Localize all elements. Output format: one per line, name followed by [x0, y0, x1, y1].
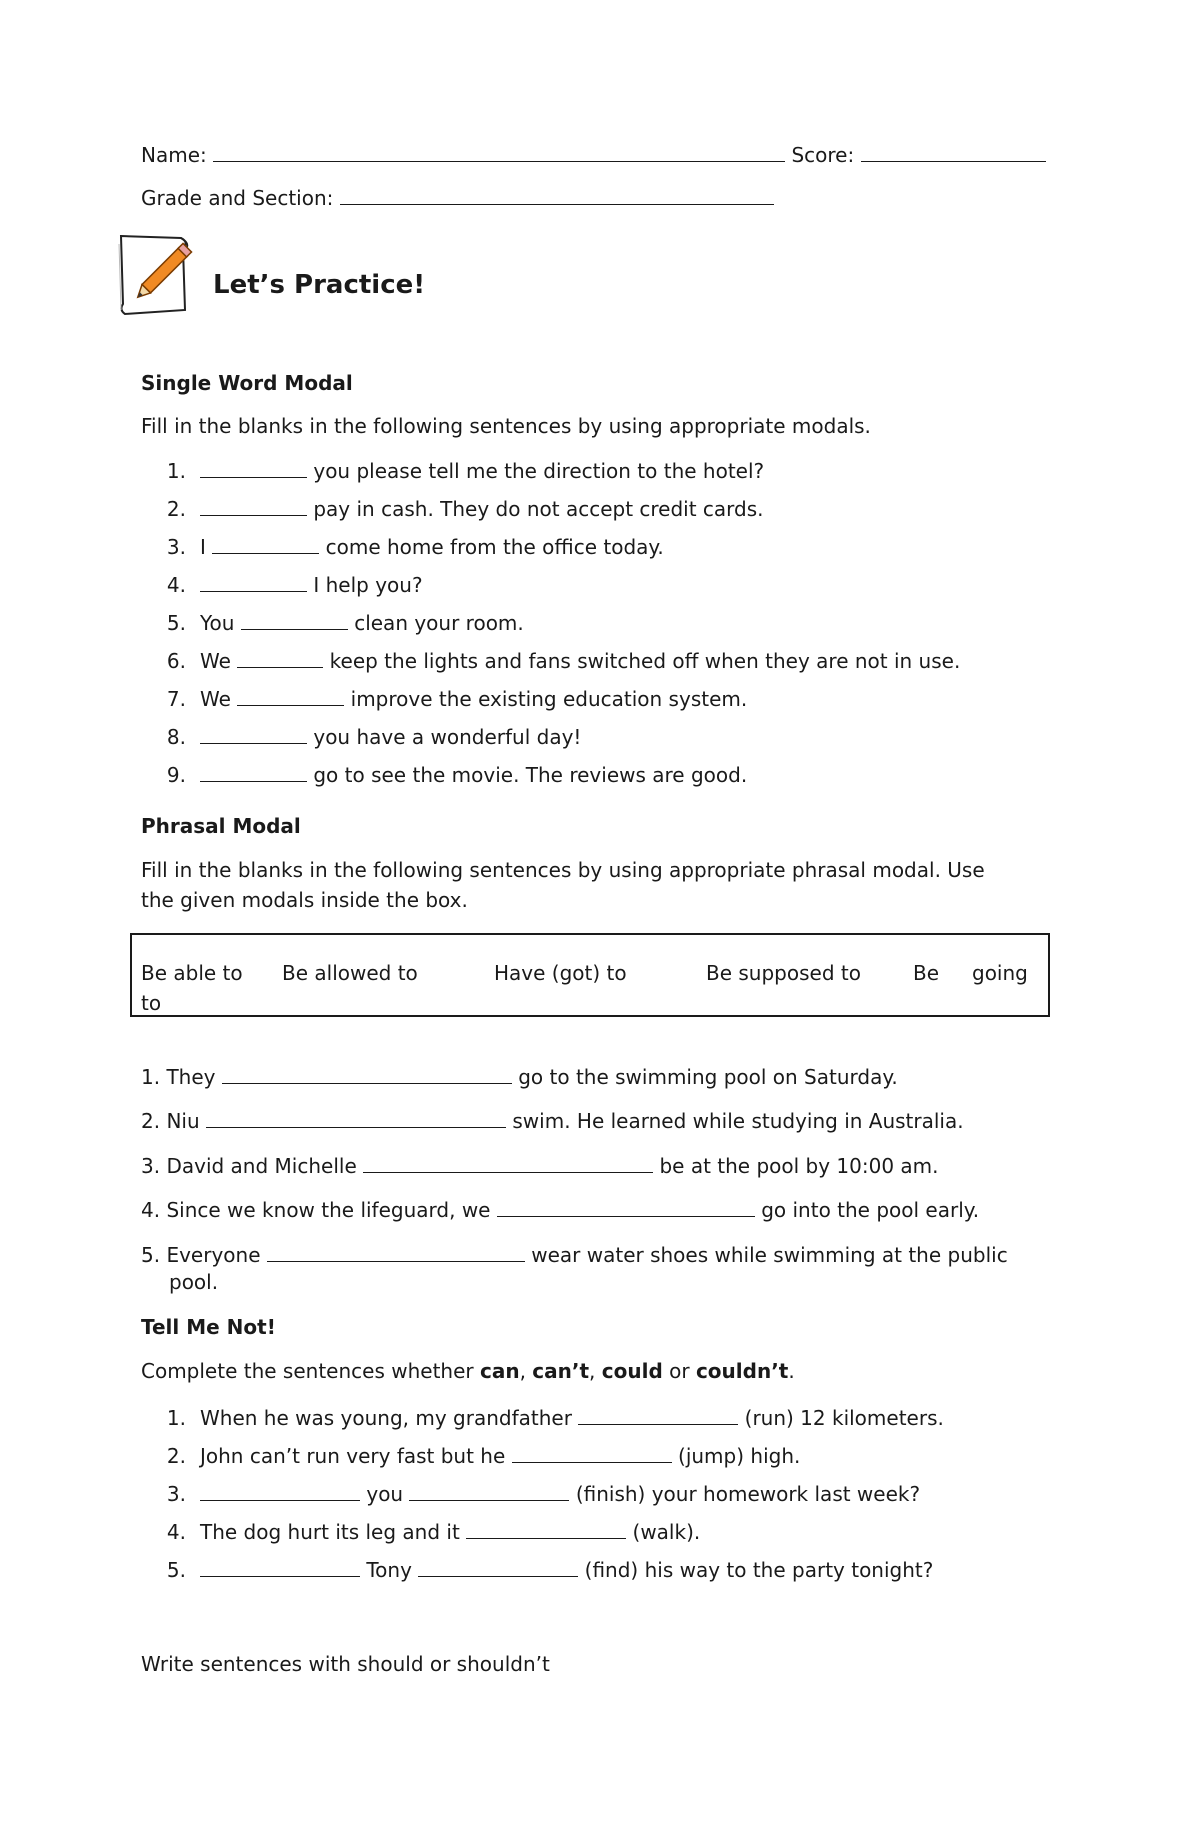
- list-item: 1. They go to the swimming pool on Saturday.: [141, 1061, 898, 1091]
- list-item: 3. you (finish) your homework last week?: [128, 1478, 920, 1508]
- name-row: [141, 139, 1046, 169]
- answer-blank[interactable]: [212, 531, 319, 554]
- grade-row: [141, 182, 774, 212]
- answer-blank[interactable]: [363, 1150, 653, 1173]
- answer-blank[interactable]: [206, 1105, 506, 1128]
- list-item: 4. Since we know the lifeguard, we go into the pool early.: [141, 1194, 979, 1224]
- list-item: 1. When he was young, my grandfather (run) 12 kilometers.: [128, 1402, 944, 1432]
- answer-blank[interactable]: [418, 1554, 578, 1577]
- phrasal-heading: Phrasal Modal: [141, 814, 301, 838]
- answer-blank[interactable]: [200, 493, 307, 516]
- answer-blank[interactable]: [222, 1061, 512, 1084]
- list-item: 4. The dog hurt its leg and it (walk).: [128, 1516, 700, 1546]
- score-blank[interactable]: [861, 139, 1046, 162]
- option-be-allowed-to: Be allowed to: [282, 961, 418, 985]
- answer-blank[interactable]: [267, 1239, 525, 1262]
- answer-blank[interactable]: [409, 1478, 569, 1501]
- list-item: 3. David and Michelle be at the pool by 10:00 am.: [141, 1150, 939, 1180]
- list-item: 3. I come home from the office today.: [128, 531, 664, 561]
- answer-blank[interactable]: [200, 721, 307, 744]
- answer-blank[interactable]: [466, 1516, 626, 1539]
- name-blank[interactable]: [213, 139, 785, 162]
- name-label: Name:: [141, 143, 207, 167]
- answer-blank[interactable]: [237, 645, 323, 668]
- answer-blank[interactable]: [578, 1402, 738, 1425]
- list-item: 2. pay in cash. They do not accept credit cards.: [128, 493, 764, 523]
- phrasal-instruction-line1: Fill in the blanks in the following sentences by using appropriate phrasal modal. Use: [141, 858, 985, 882]
- list-item: 8. you have a wonderful day!: [128, 721, 581, 751]
- score-label: Score:: [791, 143, 855, 167]
- option-be-going-to: Be: [913, 961, 940, 985]
- tell-me-not-heading: Tell Me Not!: [141, 1315, 276, 1339]
- answer-blank[interactable]: [512, 1440, 672, 1463]
- option-be-able-to: Be able to: [141, 961, 243, 985]
- option-be-going-to-wrap: to: [141, 991, 162, 1015]
- grade-label: Grade and Section:: [141, 186, 334, 210]
- answer-blank[interactable]: [200, 759, 307, 782]
- paper-pencil-icon: [111, 230, 201, 320]
- modal-options-box: [130, 933, 1050, 1017]
- list-item-continuation: pool.: [169, 1270, 219, 1294]
- single-word-heading: Single Word Modal: [141, 371, 353, 395]
- list-item: 4. I help you?: [128, 569, 423, 599]
- option-be-going-to-cont: going: [972, 961, 1028, 985]
- footer-instruction: Write sentences with should or shouldn’t: [141, 1652, 550, 1676]
- answer-blank[interactable]: [200, 455, 307, 478]
- list-item: 2. Niu swim. He learned while studying in Australia.: [141, 1105, 964, 1135]
- option-be-supposed-to: Be supposed to: [706, 961, 861, 985]
- list-item: 9. go to see the movie. The reviews are good.: [128, 759, 747, 789]
- answer-blank[interactable]: [200, 1478, 360, 1501]
- list-item: 5. Everyone wear water shoes while swimming at the public: [141, 1239, 1008, 1269]
- answer-blank[interactable]: [497, 1194, 755, 1217]
- tell-me-not-instruction: Complete the sentences whether can, can’t, could or couldn’t.: [141, 1359, 795, 1383]
- phrasal-instruction-line2: the given modals inside the box.: [141, 888, 468, 912]
- answer-blank[interactable]: [200, 569, 307, 592]
- grade-blank[interactable]: [340, 182, 774, 205]
- list-item: 6. We keep the lights and fans switched off when they are not in use.: [128, 645, 960, 675]
- page-title: Let’s Practice!: [213, 270, 426, 300]
- list-item: 5. Tony (find) his way to the party tonight?: [128, 1554, 933, 1584]
- answer-blank[interactable]: [241, 607, 348, 630]
- list-item: 2. John can’t run very fast but he (jump) high.: [128, 1440, 800, 1470]
- answer-blank[interactable]: [237, 683, 344, 706]
- list-item: 5. You clean your room.: [128, 607, 524, 637]
- single-word-instruction: Fill in the blanks in the following sentences by using appropriate modals.: [141, 414, 871, 438]
- option-have-got-to: Have (got) to: [494, 961, 627, 985]
- list-item: 7. We improve the existing education system.: [128, 683, 747, 713]
- list-item: 1. you please tell me the direction to the hotel?: [128, 455, 764, 485]
- answer-blank[interactable]: [200, 1554, 360, 1577]
